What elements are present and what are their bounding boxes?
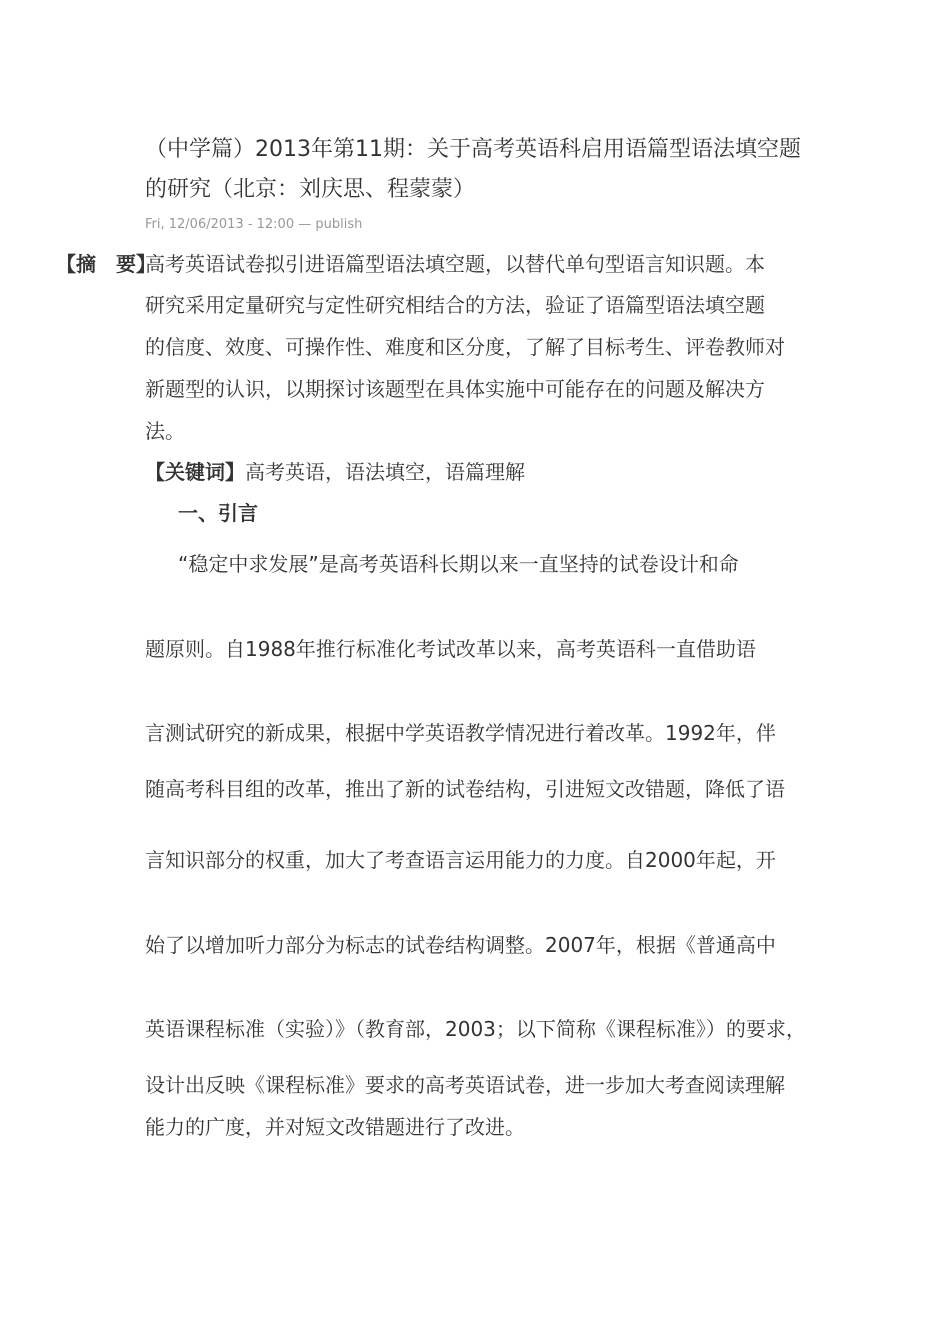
keywords-text: 高考英语，语法填空，语篇理解 xyxy=(245,460,525,484)
body-line: 英语课程标准（实验）》（教育部，2003；以下简称《课程标准》）的要求， xyxy=(145,1017,806,1041)
keywords-row xyxy=(145,457,525,487)
body-line: 言测试研究的新成果，根据中学英语教学情况进行着改革。1992年，伴 xyxy=(145,721,776,745)
abstract-label: 【摘 要】 xyxy=(56,252,156,276)
body-line: “稳定中求发展”是高考英语科长期以来一直坚持的试卷设计和命 xyxy=(178,552,739,576)
keywords-label: 【关键词】 xyxy=(145,460,245,484)
body-line: 言知识部分的权重，加大了考查语言运用能力的力度。自2000年起，开 xyxy=(145,848,776,872)
abstract-line: 法。 xyxy=(145,419,185,443)
body-line: 设计出反映《课程标准》要求的高考英语试卷，进一步加大考查阅读理解 xyxy=(145,1073,785,1097)
body-line: 题原则。自1988年推行标准化考试改革以来，高考英语科一直借助语 xyxy=(145,637,756,661)
article-title: （中学篇）2013年第11期：关于高考英语科启用语篇型语法填空题的研究（北京：刘庆思、程蒙蒙） xyxy=(145,137,801,202)
abstract-line: 新题型的认识，以期探讨该题型在具体实施中可能存在的问题及解决方 xyxy=(145,377,765,401)
section-heading: 一、引言 xyxy=(178,501,258,525)
body-line: 随高考科目组的改革，推出了新的试卷结构，引进短文改错题，降低了语 xyxy=(145,777,785,801)
abstract-line: 研究采用定量研究与定性研究相结合的方法，验证了语篇型语法填空题 xyxy=(145,293,765,317)
body-line: 能力的广度，并对短文改错题进行了改进。 xyxy=(145,1115,525,1139)
body-line: 始了以增加听力部分为标志的试卷结构调整。2007年，根据《普通高中 xyxy=(145,933,776,957)
abstract-line: 的信度、效度、可操作性、难度和区分度，了解了目标考生、评卷教师对 xyxy=(145,335,785,359)
post-meta: Fri, 12/06/2013 - 12:00 — publish xyxy=(145,217,363,232)
abstract-line: 高考英语试卷拟引进语篇型语法填空题，以替代单句型语言知识题。本 xyxy=(145,252,765,276)
